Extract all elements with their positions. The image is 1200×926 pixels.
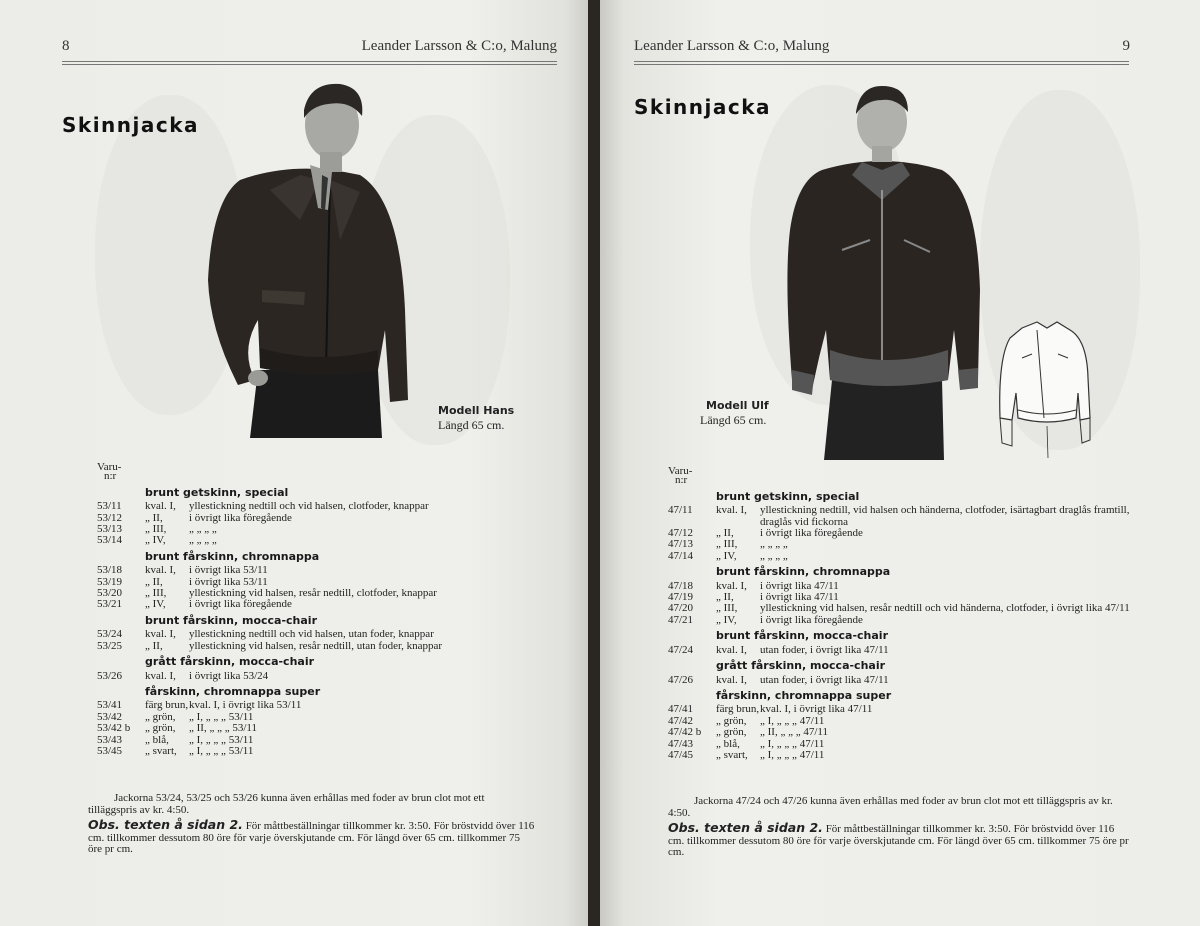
quality: „ III, [145, 523, 167, 536]
quality: „ II, [145, 575, 163, 588]
item-number: 53/26 [97, 669, 123, 682]
description: „ I, „ „ „ 53/11 [189, 710, 254, 723]
category-heading: brunt fårskinn, mocca-chair [716, 629, 889, 643]
item-number: 47/26 [668, 673, 694, 686]
model-caption [700, 398, 769, 428]
table-row [668, 704, 1138, 715]
description: i övrigt lika 53/24 [189, 669, 269, 682]
item-number: 47/43 [668, 737, 694, 750]
description: yllestickning nedtill och vid halsen, clotfoder, knappar [189, 500, 429, 513]
page-title: Skinnjacka [634, 95, 772, 119]
item-number: 53/43 [97, 733, 123, 746]
item-number: 53/12 [97, 511, 123, 524]
table-row [97, 565, 537, 576]
table-header-nr: n:r [675, 474, 688, 487]
table-row [97, 501, 537, 512]
description: i övrigt lika 53/11 [189, 575, 268, 588]
table-row [97, 746, 537, 757]
model-caption [438, 403, 514, 433]
description: yllestickning nedtill, vid halsen och händerna, clotfoder, isärtagbart draglås framtill, draglås vid fickorna [760, 504, 1130, 528]
quality: „ grön, [716, 726, 747, 739]
pricing-note: För måttbeställningar tillkommer kr. 3:50. För bröstvidd över 116 cm. tillkommer dessutom 80 öre för varje överskjutande cm. För längd över 65 cm. tillkommer 75 öre pr cm. [668, 823, 1129, 858]
quality: „ IV, [145, 534, 166, 547]
quality: kval. I, [145, 500, 176, 513]
quality: „ grön, [145, 722, 176, 735]
quality: „ IV, [145, 598, 166, 611]
quality: „ II, [145, 511, 163, 524]
model-length: Längd 65 cm. [438, 418, 505, 432]
quality: „ IV, [716, 613, 737, 626]
table-header-no: Varu- [668, 465, 693, 477]
description: yllestickning vid halsen, resår nedtill och vid händerna, clotfoder, i övrigt lika 47/11 [760, 602, 1130, 615]
table-row [668, 675, 1138, 686]
left-page [0, 0, 588, 926]
category-heading: brunt fårskinn, chromnappa [145, 549, 320, 563]
footnote [88, 793, 536, 856]
quality: kval. I, [145, 628, 176, 641]
quality: „ grön, [716, 714, 747, 727]
quality: kval. I, [716, 579, 747, 592]
table-row [97, 535, 537, 546]
item-number: 53/24 [97, 628, 123, 641]
description: „ „ „ „ [189, 523, 217, 536]
description: yllestickning nedtill och vid halsen, utan foder, knappar [189, 628, 434, 641]
table-header-nr: n:r [104, 470, 117, 483]
item-number: 47/20 [668, 602, 694, 615]
description: „ II, „ „ „ 53/11 [189, 722, 258, 735]
right-page [600, 0, 1200, 926]
description: i övrigt lika föregående [760, 527, 863, 540]
obs-label: Obs. texten å sidan 2. [88, 817, 243, 832]
table-row [97, 671, 537, 682]
quality: kval. I, [716, 643, 747, 656]
item-number: 53/18 [97, 564, 123, 577]
table-header-no: Varu- [97, 461, 122, 473]
table-row [668, 727, 1138, 738]
table-row [668, 615, 1138, 626]
description: kval. I, i övrigt lika 53/11 [189, 699, 302, 712]
model-length: Längd 65 cm. [700, 413, 767, 427]
obs-label: Obs. texten å sidan 2. [668, 820, 823, 835]
jacket-photo-hans [200, 80, 415, 440]
description: „ I, „ „ „ 47/11 [760, 748, 825, 761]
item-number: 47/24 [668, 643, 694, 656]
item-number: 53/20 [97, 587, 123, 600]
item-number: 47/21 [668, 613, 694, 626]
header-rule [634, 61, 1129, 65]
description: i övrigt lika 47/11 [760, 579, 839, 592]
category-heading: brunt getskinn, special [716, 489, 860, 503]
quality: kval. I, [716, 504, 747, 517]
description: i övrigt lika 53/11 [189, 564, 268, 577]
item-number: 47/42 b [668, 726, 702, 739]
quality: färg brun, [145, 699, 189, 712]
lining-note: Jackorna 47/24 och 47/26 kunna även erhållas med foder av brun clot mot ett tilläggspris av kr. 4:50. [668, 795, 1113, 819]
description: „ I, „ „ „ 47/11 [760, 714, 825, 727]
quality: „ IV, [716, 549, 737, 562]
table-row [97, 641, 537, 652]
quality: „ III, [716, 602, 738, 615]
table-row [668, 750, 1138, 761]
quality: „ III, [145, 587, 167, 600]
lining-note: Jackorna 53/24, 53/25 och 53/26 kunna även erhållas med foder av brun clot mot ett tilläggspris av kr. 4:50. [88, 792, 485, 816]
quality: kval. I, [145, 669, 176, 682]
description: yllestickning vid halsen, resår nedtill, clotfoder, knappar [189, 587, 437, 600]
item-number: 53/42 b [97, 722, 131, 735]
description: i övrigt lika föregående [760, 613, 863, 626]
category-heading: brunt fårskinn, mocca-chair [145, 613, 318, 627]
quality: kval. I, [145, 564, 176, 577]
page-title: Skinnjacka [62, 113, 200, 137]
item-number: 53/21 [97, 598, 123, 611]
pricing-note: För måttbeställningar tillkommer kr. 3:50. För bröstvidd över 116 cm. tillkommer dessutom 80 öre för varje överskjutande cm. För längd över 65 cm. tillkommer 75 öre pr cm. [88, 820, 535, 855]
quality: färg brun, [716, 703, 760, 716]
table-row [668, 603, 1138, 614]
item-number: 47/18 [668, 579, 694, 592]
description: utan foder, i övrigt lika 47/11 [760, 643, 889, 656]
page-number: 8 [62, 38, 70, 54]
description: „ I, „ „ „ 47/11 [760, 737, 825, 750]
table-row [668, 539, 1138, 550]
jacket-photo-ulf [782, 80, 982, 460]
description: kval. I, i övrigt lika 47/11 [760, 703, 873, 716]
description: „ „ „ „ [189, 534, 217, 547]
item-number: 47/19 [668, 591, 694, 604]
item-number: 47/12 [668, 527, 694, 540]
table-row [668, 505, 1138, 528]
description: „ I, „ „ „ 53/11 [189, 733, 254, 746]
item-number: 47/45 [668, 748, 694, 761]
description: i övrigt lika 47/11 [760, 591, 839, 604]
category-heading: brunt getskinn, special [145, 485, 289, 499]
quality: „ II, [716, 527, 734, 540]
description: „ I, „ „ „ 53/11 [189, 744, 254, 757]
item-number: 47/42 [668, 714, 694, 727]
item-number: 53/13 [97, 523, 123, 536]
item-number: 53/45 [97, 744, 123, 757]
item-number: 47/13 [668, 538, 694, 551]
description: „ „ „ „ [760, 538, 788, 551]
item-number: 53/14 [97, 534, 123, 547]
item-number: 47/11 [668, 504, 693, 517]
category-heading: brunt fårskinn, chromnappa [716, 565, 891, 579]
description: utan foder, i övrigt lika 47/11 [760, 673, 889, 686]
table-row [97, 629, 537, 640]
quality: „ blå, [716, 737, 740, 750]
quality: „ III, [716, 538, 738, 551]
quality: „ svart, [145, 744, 177, 757]
table-row [97, 700, 537, 711]
table-row [668, 528, 1138, 539]
description: „ „ „ „ [760, 549, 788, 562]
jacket-line-drawing [992, 318, 1092, 463]
item-number: 53/11 [97, 500, 122, 513]
running-head: Leander Larsson & C:o, Malung [634, 38, 830, 54]
table-row [97, 723, 537, 734]
quality: kval. I, [716, 673, 747, 686]
table-row [668, 551, 1138, 562]
model-name: Modell Ulf [706, 399, 769, 412]
quality: „ II, [145, 639, 163, 652]
table-row [97, 599, 537, 610]
description: „ II, „ „ „ 47/11 [760, 726, 829, 739]
item-number: 47/14 [668, 549, 694, 562]
quality: „ grön, [145, 710, 176, 723]
description: yllestickning vid halsen, resår nedtill, utan foder, knappar [189, 639, 443, 652]
model-name: Modell Hans [438, 404, 515, 417]
category-heading: grått fårskinn, mocca-chair [716, 659, 886, 673]
table-row [668, 645, 1138, 656]
category-heading: fårskinn, chromnappa super [716, 688, 892, 702]
header-rule [62, 61, 557, 65]
category-heading: grått fårskinn, mocca-chair [145, 655, 315, 669]
table-row [668, 581, 1138, 592]
product-table [97, 462, 537, 757]
description: i övrigt lika föregående [189, 511, 292, 524]
quality: „ svart, [716, 748, 748, 761]
running-head: Leander Larsson & C:o, Malung [361, 38, 557, 54]
product-table [668, 466, 1138, 761]
description: i övrigt lika föregående [189, 598, 292, 611]
item-number: 47/41 [668, 703, 694, 716]
item-number: 53/19 [97, 575, 123, 588]
item-number: 53/42 [97, 710, 123, 723]
item-number: 53/41 [97, 699, 123, 712]
quality: „ II, [716, 591, 734, 604]
category-heading: fårskinn, chromnappa super [145, 684, 321, 698]
page-number: 9 [1122, 38, 1130, 54]
footnote [668, 796, 1130, 859]
quality: „ blå, [145, 733, 169, 746]
item-number: 53/25 [97, 639, 123, 652]
